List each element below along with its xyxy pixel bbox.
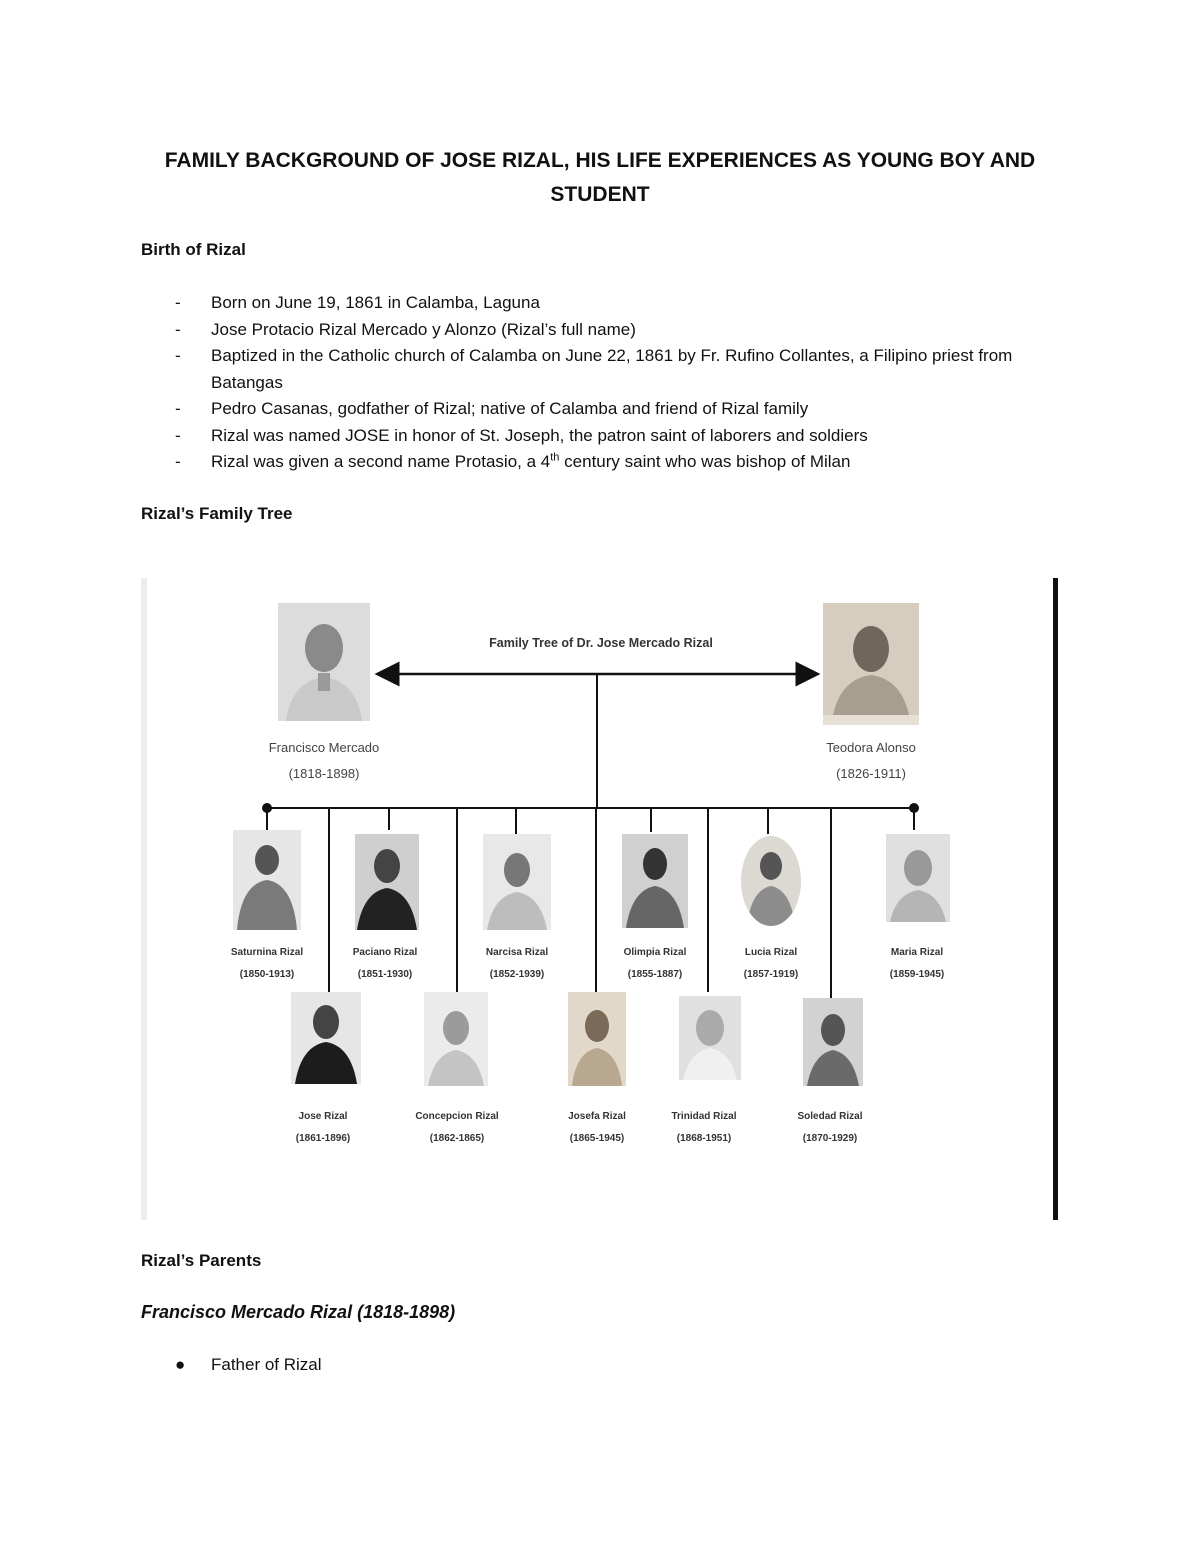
list-item: - Rizal was given a second name Protasio, a 4th century saint who was bishop of Milan — [175, 451, 851, 471]
family-tree-figure — [141, 578, 1061, 1220]
list-item: - Pedro Casanas, godfather of Rizal; native of Calamba and friend of Rizal family — [175, 399, 809, 418]
child-years: (1857-1919) — [743, 969, 799, 980]
child-name: Maria Rizal — [890, 947, 944, 958]
father-years: (1818-1898) — [288, 766, 360, 781]
child-portrait — [233, 830, 301, 930]
document-title: FAMILY BACKGROUND OF JOSE RIZAL, HIS LIFE EXPERIENCES AS YOUNG BOY AND STUDENT — [164, 149, 1036, 206]
child-portrait — [568, 992, 626, 1086]
child-portrait — [803, 998, 863, 1086]
father-subheading: Francisco Mercado Rizal (1818-1898) — [141, 1302, 456, 1322]
child-years: (1870-1929) — [802, 1133, 858, 1144]
child-name: Paciano Rizal — [352, 947, 418, 958]
child-name: Lucia Rizal — [744, 947, 798, 958]
child-portrait — [622, 834, 688, 928]
child-years: (1868-1951) — [676, 1133, 732, 1144]
list-item: - Jose Protacio Rizal Mercado y Alonzo (Rizal’s full name) — [175, 319, 636, 339]
birth-heading: Birth of Rizal — [141, 240, 246, 259]
child-portrait — [291, 992, 361, 1084]
list-item: - Rizal was named JOSE in honor of St. Joseph, the patron saint of laborers and soldiers — [175, 425, 868, 445]
child-years: (1861-1896) — [295, 1133, 351, 1144]
child-name: Saturnina Rizal — [230, 947, 304, 958]
father-portrait — [278, 603, 370, 721]
birth-list — [141, 290, 1061, 476]
child-years: (1862-1865) — [429, 1133, 485, 1144]
child-years: (1859-1945) — [889, 969, 945, 980]
mother-name: Teodora Alonso — [826, 740, 916, 755]
list-item: - Baptized in the Catholic church of Calamba on June 22, 1861 by Fr. Rufino Collantes, a Filipino priest from Batangas — [175, 346, 1013, 392]
child-name: Jose Rizal — [298, 1111, 348, 1122]
child-years: (1852-1939) — [489, 969, 545, 980]
child-years: (1850-1913) — [239, 969, 295, 980]
child-portrait — [679, 996, 741, 1080]
mother-portrait — [823, 603, 919, 725]
child-name: Olimpia Rizal — [623, 947, 687, 958]
child-portrait — [886, 834, 950, 922]
child-name: Soledad Rizal — [797, 1111, 863, 1122]
child-portrait — [483, 834, 551, 930]
father-name: Francisco Mercado — [268, 740, 380, 755]
mother-years: (1826-1911) — [836, 766, 906, 781]
child-years: (1855-1887) — [627, 969, 683, 980]
document-page: FAMILY BACKGROUND OF JOSE RIZAL, HIS LIFE EXPERIENCES AS YOUNG BOY AND STUDENT Birth of Rizal - Born on June 19, 1861 in Calamba, Laguna - Jose Protacio Rizal Mercado y Alonzo (Rizal’s full name) - Baptized in the Catholic church of Calamba on June 22, 1861 by Fr. Rufino Collantes, a Filipino priest from Batangas - Pedro Casanas, godfather of Rizal; native of Calamba and friend of Rizal family - Rizal was named JOSE in honor of St. Joseph, the patron saint of laborers and soldiers - Rizal was given a second name Protasio, a 4th century saint who was bishop of Milan Rizal’s Family Tree Family Tree of Dr. Jose Mercado Rizal Francisco Mercado (1818-1898) Teodora Alonso (1826-1911) Saturnina Rizal (1850-1913) Paciano Rizal (1851-1930) Narcisa Rizal (1852-1939) Olimpia Rizal (1855-1887) Lucia Rizal (1857-1919) Maria Rizal (1859-1945) Jose Rizal (1861-1896) Concepcion Rizal (1862-1865) Josefa Rizal (1865-1945) Trinidad Rizal (1868-1951) Soledad Rizal (1870-1929) Rizal’s Parents Francisco Mercado Rizal (1818-1898) ● Father of Rizal — [0, 0, 1200, 1553]
child-portrait — [424, 992, 488, 1086]
child-years: (1851-1930) — [357, 969, 413, 980]
list-item: - Born on June 19, 1861 in Calamba, Laguna — [175, 293, 540, 312]
child-name: Concepcion Rizal — [415, 1111, 499, 1122]
child-name: Josefa Rizal — [568, 1111, 626, 1122]
child-portrait — [741, 836, 801, 926]
family-tree-heading: Rizal’s Family Tree — [141, 504, 293, 523]
child-name: Narcisa Rizal — [485, 947, 549, 958]
child-name: Trinidad Rizal — [671, 1111, 737, 1122]
child-years: (1865-1945) — [569, 1133, 625, 1144]
figure-title: Family Tree of Dr. Jose Mercado Rizal — [489, 636, 713, 650]
parents-heading: Rizal’s Parents — [141, 1251, 262, 1270]
child-portrait — [355, 834, 419, 930]
